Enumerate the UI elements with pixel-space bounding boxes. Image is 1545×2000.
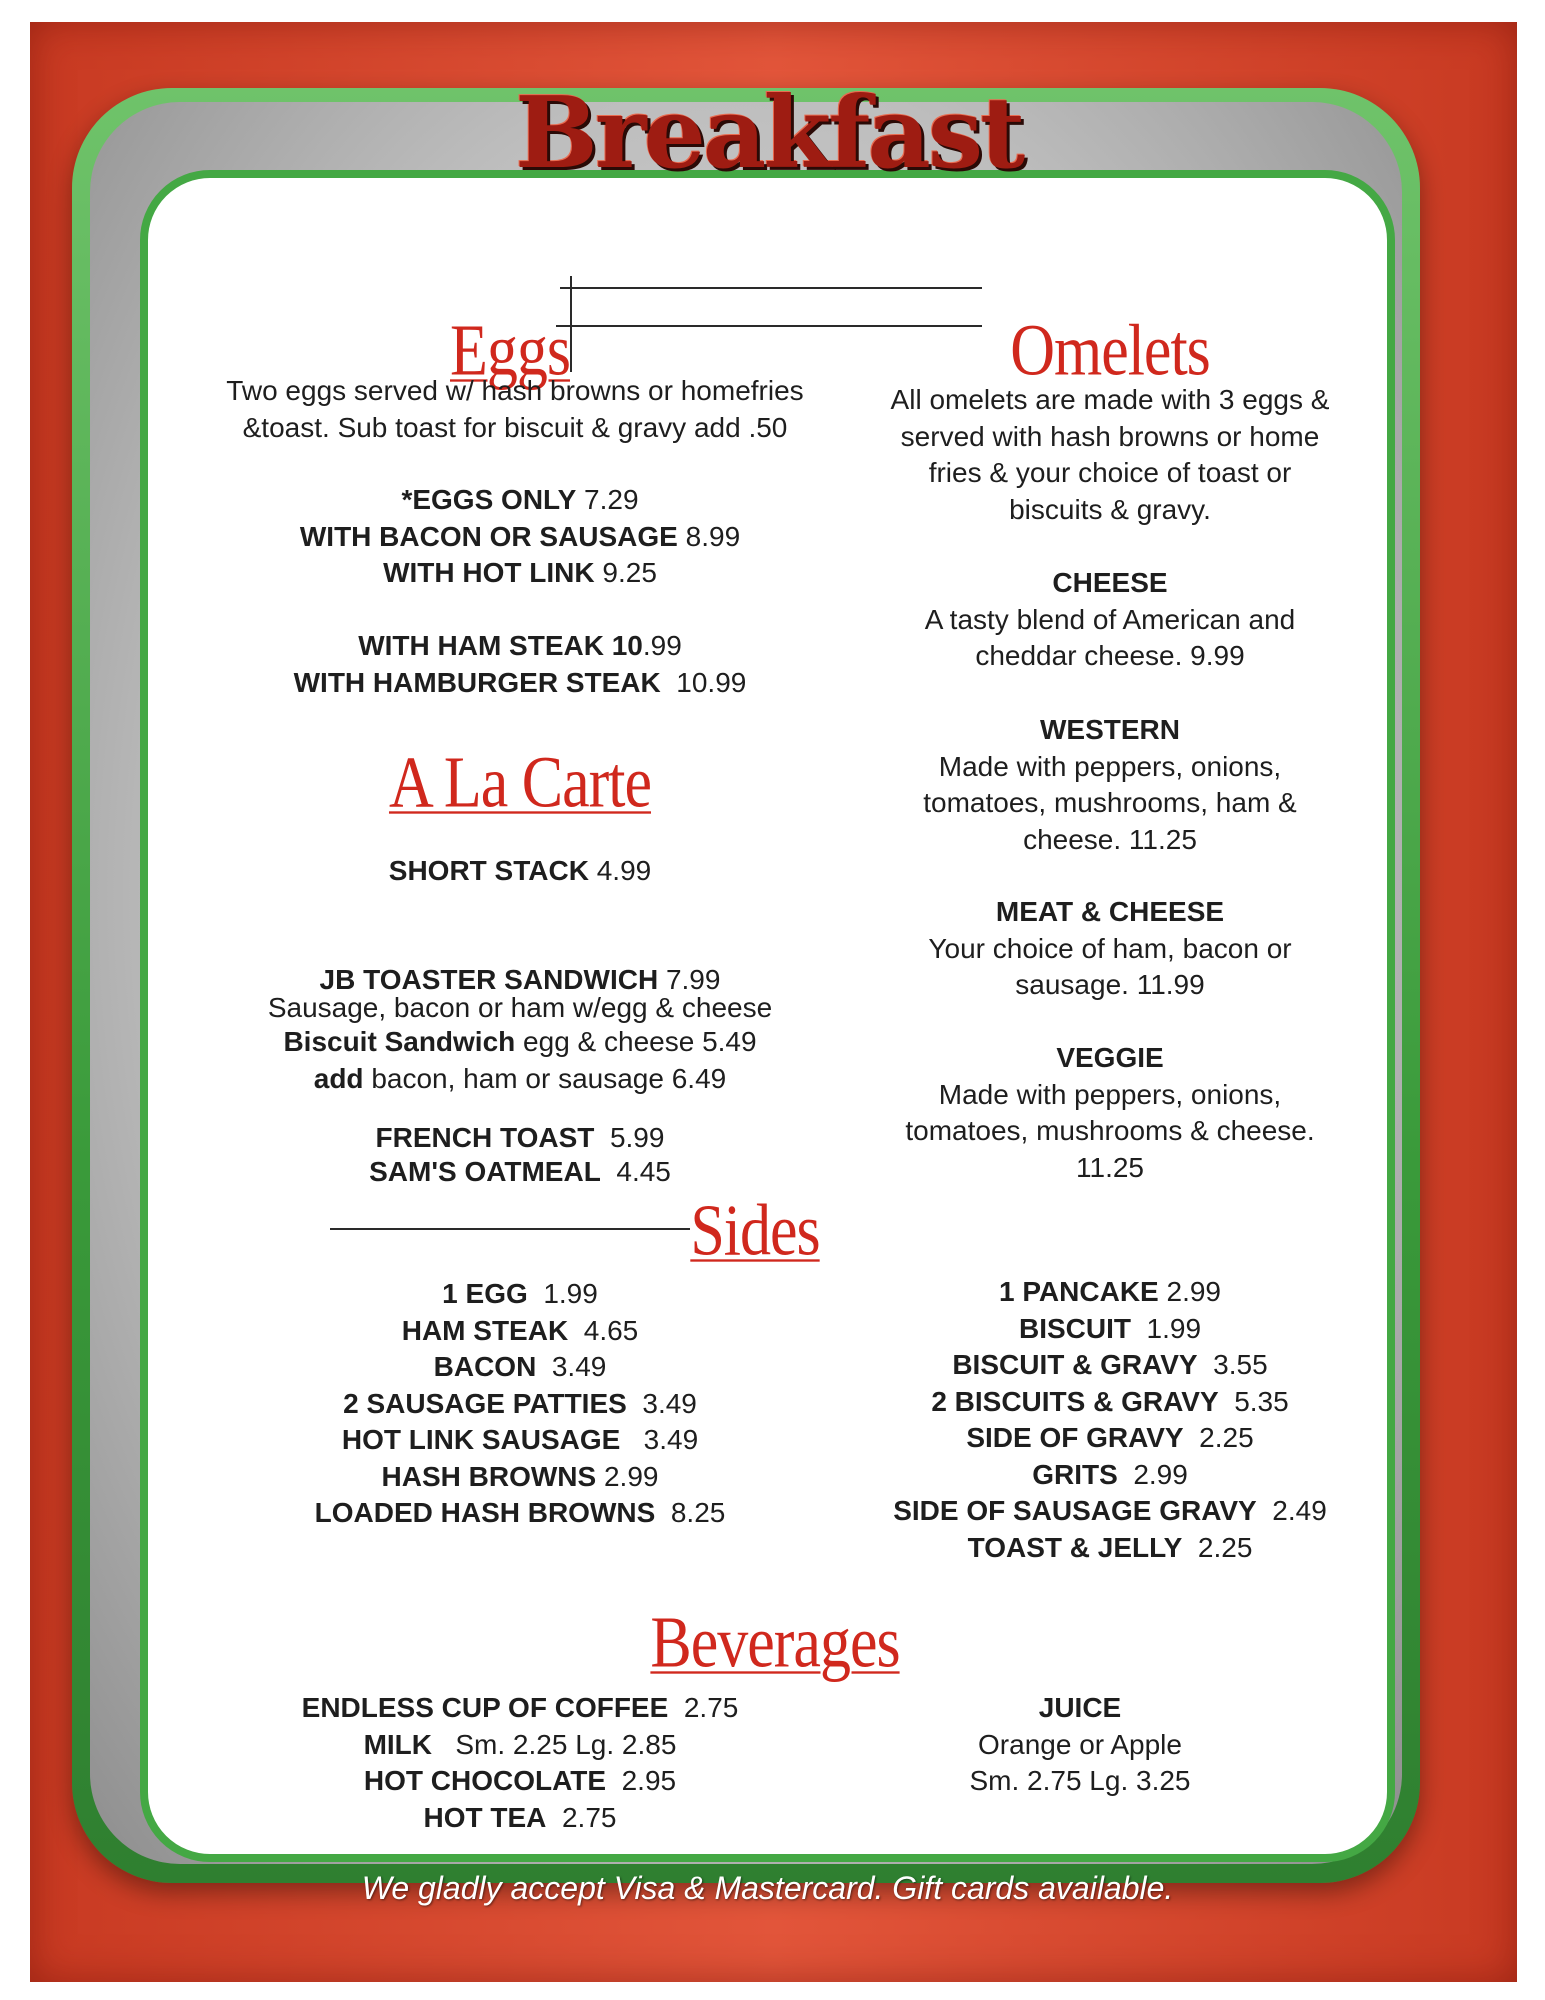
menu-item: TOAST & JELLY 2.25 [967, 1531, 1253, 1563]
omelet-western: WESTERN Made with peppers, onions, tomatoes, mushrooms, ham & cheese. 11.25 [923, 714, 1297, 855]
toaster-item: JB TOASTER SANDWICH 7.99 Sausage, bacon or ham w/egg & cheese [267, 964, 773, 1023]
sides-heading: Sides [690, 1190, 820, 1272]
menu-item: WITH BACON OR SAUSAGE 8.99 [299, 520, 741, 552]
menu-item: HASH BROWNS 2.99 [381, 1460, 659, 1492]
menu-item: HOT TEA 2.75 [423, 1801, 617, 1833]
menu-item: WITH HAMBURGER STEAK 10.99 [293, 666, 747, 698]
toast-oatmeal-items: FRENCH TOAST 5.99 SAM'S OATMEAL 4.45 [369, 1122, 671, 1187]
menu-item: BACON 3.49 [433, 1351, 607, 1382]
menu-item: 1 PANCAKE 2.99 [998, 1276, 1221, 1307]
sides-right-list [820, 1274, 1400, 1566]
menu-item: GRITS 2.99 [1032, 1458, 1188, 1490]
divider-line [556, 325, 982, 327]
menu-item: 2 SAUSAGE PATTIES 3.49 [343, 1387, 697, 1419]
menu-item: HOT LINK SAUSAGE 3.49 [341, 1424, 699, 1455]
short-stack-item: SHORT STACK 4.99 [388, 855, 652, 886]
biscuit-items: Biscuit Sandwich egg & cheese 5.49 add bacon, ham or sausage 6.49 [283, 1026, 757, 1094]
menu-item: HAM STEAK 4.65 [401, 1314, 639, 1346]
menu-item: MILK Sm. 2.25 Lg. 2.85 [363, 1728, 677, 1760]
menu-item: ENDLESS CUP OF COFFEE 2.75 [301, 1692, 739, 1723]
page-title: Breakfast [515, 76, 1023, 191]
a-la-carte-heading: A La Carte [388, 742, 651, 824]
omelets-description: All omelets are made with 3 eggs & served with hash browns or home fries & your choice of toast or biscuits & gravy. [890, 384, 1330, 525]
beverages-heading: Beverages [650, 1602, 900, 1684]
beverages-juice: JUICE Orange or Apple Sm. 2.75 Lg. 3.25 [969, 1692, 1191, 1796]
eggs-list [200, 482, 840, 592]
menu-item: WITH HAM STEAK 10.99 [358, 630, 682, 661]
menu-item: BISCUIT 1.99 [1018, 1312, 1202, 1344]
eggs-list-steaks [200, 628, 840, 701]
omelets-heading: Omelets [1010, 310, 1210, 392]
omelet-cheese: CHEESE A tasty blend of American and cheddar cheese. 9.99 [924, 567, 1296, 671]
menu-item: LOADED HASH BROWNS 8.25 [314, 1497, 726, 1528]
menu-item: *EGGS ONLY 7.29 [401, 484, 639, 515]
menu-item: 1 EGG 1.99 [442, 1278, 598, 1309]
menu-item: WITH HOT LINK 9.25 [383, 557, 657, 588]
menu-item: SIDE OF SAUSAGE GRAVY 2.49 [893, 1495, 1327, 1526]
menu-item: 2 BISCUITS & GRAVY 5.35 [931, 1385, 1289, 1417]
eggs-description: Two eggs served w/ hash browns or homefries &toast. Sub toast for biscuit & gravy add .50 [226, 375, 804, 443]
menu-item: HOT CHOCOLATE 2.95 [363, 1765, 677, 1796]
divider-line [560, 287, 982, 289]
divider-line [330, 1228, 690, 1230]
menu-item: SIDE OF GRAVY 2.25 [966, 1422, 1254, 1453]
omelet-veggie: VEGGIE Made with peppers, onions, tomatoes, mushrooms & cheese. 11.25 [905, 1042, 1315, 1183]
sides-left-list [200, 1276, 840, 1532]
menu-item: BISCUIT & GRAVY 3.55 [952, 1349, 1268, 1380]
footer-note: We gladly accept Visa & Mastercard. Gift cards available. [361, 1870, 1174, 1906]
eggs-heading: Eggs [450, 310, 570, 392]
omelet-meat-cheese: MEAT & CHEESE Your choice of ham, bacon or sausage. 11.99 [928, 896, 1292, 1000]
beverages-left-list [200, 1690, 840, 1836]
